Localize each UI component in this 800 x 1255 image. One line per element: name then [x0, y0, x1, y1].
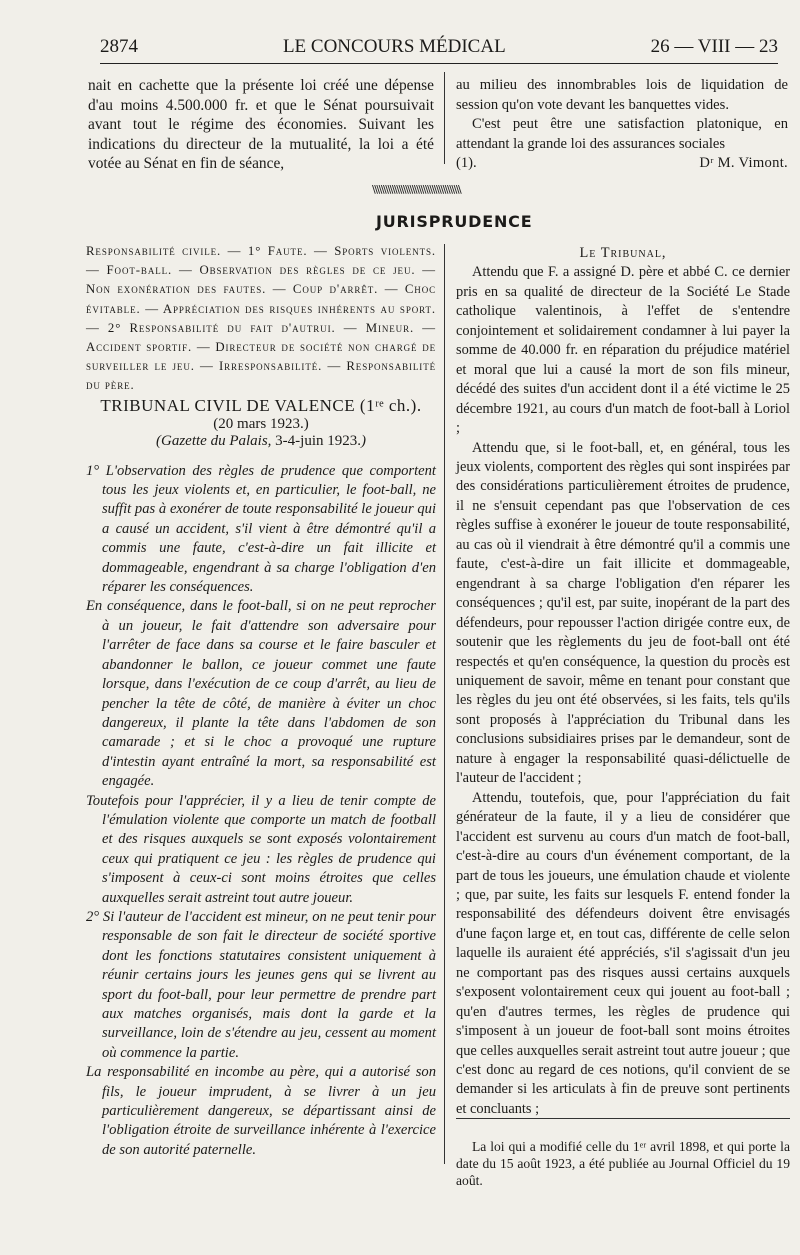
headnote-3: Toutefois pour l'apprécier, il y a lieu de tenir compte de l'émulation violente que comporte un match de football et des risques auxquels se sont exposés volontairement ceux qui pratiquent ce jeu : les règles de prudence qui s'imposent à ceux-ci sont moins étroites que celles auxquelles serait astreint tout autre joueur. — [86, 792, 436, 906]
tribunal-label: Le Tribunal, — [579, 245, 667, 261]
judgment-paragraph-1: Attendu que F. a assigné D. père et abbé C. ce dernier pris en sa qualité de directeur de la Société Le Stade catholique valentinois, à l'effet de s'entendre conjointement et solidairement condamner à lui payer la somme de 40.000 fr. en réparation du préjudice matériel et moral que lui a causé la mort de son fils mineur, décédé des suites d'un accident dont il a été victime le 25 décembre 1921, au cours d'un match de foot-ball à Loriol ; — [456, 264, 790, 437]
footnote-rule — [456, 1118, 790, 1119]
headnotes — [86, 462, 436, 1161]
footnote: La loi qui a modifié celle du 1ᵉʳ avril 1898, et qui porte la date du 15 août 1923, a été publiée au Journal Officiel du 19 août. — [456, 1138, 790, 1188]
header-rule — [100, 63, 778, 64]
top-right-text-2: C'est peut être une satisfaction platonique, en attendant la grande loi des assurances sociales — [456, 116, 788, 152]
footnote-ref: (1). — [456, 155, 477, 172]
signature-line — [456, 154, 788, 174]
headnote-1: 1° L'observation des règles de prudence que comportent tous les jeux violents et, en particulier, le foot-ball, ne suffit pas à exonérer de toute responsabilité le joueur qui a causé un accident, s'il vient à être démontré qu'il a commis une faute, c'est-à-dire un fait illicite et dommageable, engendrant à sa charge l'obligation d'en réparer les conséquences. — [86, 462, 436, 596]
issue-number: 26 — VIII — 23 — [650, 36, 778, 57]
section-ornament: \\\\\\\\\\\\\\\\\\\\\\\\\\\\\\\\\\\\\\\\ — [372, 184, 461, 196]
headnote-4: 2° Si l'auteur de l'accident est mineur, on ne peut tenir pour responsable de son fait le directeur de société sportive dont les fonctions statutaires consistent uniquement à réunir certains jours les jeunes gens qui se livrent au sport du foot-ball, pour leur permettre de prendre part aux matches organisés, mais dont la garde et la surveillance, loin de s'étendre au jeu, cessent au moment où commence la partie. — [86, 908, 436, 1061]
headnote-2: En conséquence, dans le foot-ball, si on ne peut reprocher à un joueur, le fait d'attendre son adversaire pour l'arrêter de face dans sa course et le faire basculer et abandonner le ballon, ce joueur commet une faute lorsque, dans l'exécution de ce coup d'arrêt, au lieu de pencher la tête de côté, de manière à éviter un choc dangereux, il plante la tête dans l'abdomen de son camarade ; et si le choc a provoqué une rupture d'intestin ayant entraîné la mort, sa responsabilité est engagée. — [86, 598, 436, 790]
case-date: (20 mars 1923.) — [213, 415, 309, 432]
author-signature: Dʳ M. Vimont. — [699, 155, 788, 172]
top-right-text: au milieu des innombrables lois de liquidation de session qu'on vote devant les banquettes vides. — [456, 77, 788, 113]
left-column — [86, 242, 436, 1160]
top-column-divider — [444, 72, 445, 164]
page-header — [100, 30, 778, 58]
main-column-divider — [444, 244, 445, 1164]
top-left-column — [88, 76, 434, 174]
section-title: JURISPRUDENCE — [376, 212, 533, 231]
top-right-column — [456, 76, 788, 174]
judgment-paragraph-2: Attendu que, si le foot-ball, et, en général, tous les jeux violents, comportent des règles qui sont inspirées par des considérations particulièrement étroites de prudence, il ne s'ensuit cependant pas que l'observation de ces règles suffise à exonérer le joueur de toute responsabilité, au cas où il viendrait à être démontré qu'il a commis une faute, c'est-à-dire un fait illicite et dommageable, engendrant à sa charge l'obligation d'en réparer les conséquences ; qu'il est, par suite, inopérant de la part des défendeurs, pour repousser l'action dirigée contre eux, de soutenir que les règlements du jeu de foot-ball ont été respectés et qu'en conséquence, la question du procès est uniquement de savoir, même en tenant pour constant que les règles du jeu ont été observées, si les faits, tels qu'ils sont proposés à l'appréciation du Tribunal dans les conclusions subsidiaires prises par le demandeur, sont de nature à engager la responsabilité quasi-délictuelle de l'auteur de l'accident ; — [456, 439, 790, 787]
right-column — [456, 244, 790, 1119]
source-title: Gazette du Palais, — [161, 432, 272, 449]
tribunal-heading: TRIBUNAL CIVIL DE VALENCE (1ʳᵉ ch.). — [100, 395, 422, 415]
page-number: 2874 — [100, 36, 138, 57]
case-source: (Gazette du Palais, 3-4-juin 1923.) — [156, 432, 366, 449]
headnote-5: La responsabilité en incombe au père, qui a autorisé son fils, le joueur imprudent, à se livrer à un jeu particulièrement dangereux, se départissant ainsi de l'obligation étroite de surveillance inhérente à l'exercice de son autorité paternelle. — [86, 1064, 436, 1158]
source-date: 3-4-juin 1923. — [271, 432, 361, 449]
top-left-text: nait en cachette que la présente loi créé une dépense d'au moins 4.500.000 fr. et que le Sénat poursuivait avant tout le régime des économies. Suivant les indications du directeur de la mutualité, la loi a été votée au Sénat en fin de séance, — [88, 77, 434, 173]
keywords-summary: Responsabilité civile. — 1° Faute. — Sports violents. — Foot-ball. — Observation des règles de ce jeu. — Non exonération des fautes. — Coup d'arrêt. — Choc évitable. — Appréciation des risques inhérents au sport. — 2° Responsabilité du fait d'autrui. — Mineur. — Accident sportif. — Directeur de société non chargé de surveiller le jeu. — Irresponsabilité. — Responsabilité du père. — [86, 244, 436, 393]
judgment-paragraph-3: Attendu, toutefois, que, pour l'appréciation du fait générateur de la faute, il y a lieu de considérer que l'accident est survenu au cours d'un match de foot-ball, c'est-à-dire au cours d'un événement comportant, de la part de tous les joueurs, une émulation chaude et violente ; que, par suite, les faits sur lesquels F. entend fonder la responsabilité des défendeurs doivent être envisagés d'une façon large et, en tout cas, différente de celle selon laquelle ils auraient été appréciés, s'il s'agissait d'un jeu ne comportant pas des risques aussi certains auxquels s'exposent volontairement ceux qui jouent au foot-ball ; qu'en d'autres termes, les règles de prudence qui s'imposent à un joueur de foot-ball sont moins étroites que celles auxquelles serait astreint tout autre joueur ; que c'est donc au regard de ces notions, qu'il convient de se demander si les articulats à fin de preuve sont pertinents et concluants ; — [456, 789, 790, 1117]
journal-title: LE CONCOURS MÉDICAL — [282, 36, 506, 57]
